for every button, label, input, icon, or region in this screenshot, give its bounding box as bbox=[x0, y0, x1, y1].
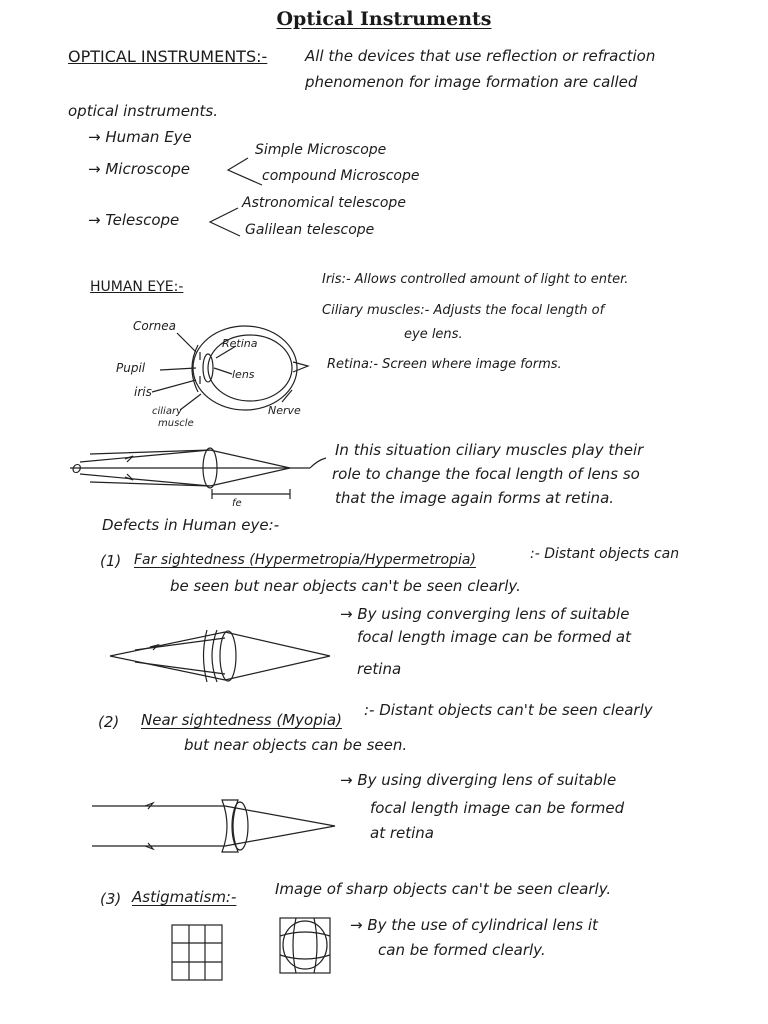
astigmatism-grid bbox=[172, 925, 222, 980]
accommodation-line-1: In this situation ciliary muscles play their bbox=[335, 441, 644, 459]
near-desc-2: but near objects can be seen. bbox=[184, 736, 408, 754]
astig-desc: Image of sharp objects can't be seen clearly. bbox=[275, 880, 612, 898]
label-fe: fe bbox=[232, 498, 242, 509]
near-sight-diagram bbox=[92, 800, 335, 852]
far-fix-1: → By using converging lens of suitable bbox=[340, 605, 630, 623]
human-eye-heading: HUMAN EYE:- bbox=[90, 279, 184, 295]
label-pupil: Pupil bbox=[116, 361, 146, 375]
astig-number: (3) bbox=[100, 890, 122, 908]
label-lens: lens bbox=[232, 368, 255, 381]
list-astronomical-telescope: Astronomical telescope bbox=[242, 195, 406, 211]
accommodation-line-2: role to change the focal length of lens so bbox=[332, 465, 640, 483]
label-nerve: Nerve bbox=[268, 404, 301, 417]
near-desc-1: :- Distant objects can't be seen clearly bbox=[364, 701, 653, 719]
astigmatism-distorted-grid bbox=[280, 918, 330, 973]
near-fix-1: → By using diverging lens of suitable bbox=[340, 771, 617, 789]
defects-heading: Defects in Human eye:- bbox=[102, 516, 280, 534]
list-human-eye: → Human Eye bbox=[88, 128, 192, 146]
astig-name: Astigmatism:- bbox=[132, 888, 237, 906]
label-cornea: Cornea bbox=[133, 319, 176, 333]
label-iris: iris bbox=[134, 385, 152, 399]
telescope-brace bbox=[210, 208, 240, 236]
intro-heading: OPTICAL INSTRUMENTS:- bbox=[68, 47, 268, 66]
list-microscope: → Microscope bbox=[88, 160, 191, 178]
near-number: (2) bbox=[98, 713, 120, 731]
intro-line-1: All the devices that use reflection or refraction bbox=[305, 47, 656, 65]
label-retina: Retina bbox=[222, 337, 258, 350]
far-fix-3: retina bbox=[357, 660, 402, 678]
eye-diagram bbox=[116, 319, 308, 429]
list-simple-microscope: Simple Microscope bbox=[255, 142, 387, 158]
accommodation-diagram bbox=[70, 448, 326, 509]
accommodation-line-3: that the image again forms at retina. bbox=[335, 489, 615, 507]
far-desc-2: be seen but near objects can't be seen clearly. bbox=[170, 577, 521, 595]
astig-fix-1: → By the use of cylindrical lens it bbox=[350, 916, 598, 934]
list-galilean-telescope: Galilean telescope bbox=[245, 222, 375, 238]
far-fix-2: focal length image can be formed at bbox=[357, 628, 631, 646]
far-number: (1) bbox=[100, 552, 122, 570]
microscope-brace bbox=[228, 158, 262, 185]
ciliary-definition-2: eye lens. bbox=[404, 327, 463, 342]
near-name: Near sightedness (Myopia) bbox=[141, 711, 342, 729]
page-title: Optical Instruments bbox=[276, 8, 492, 30]
iris-definition: Iris:- Allows controlled amount of light to enter. bbox=[322, 272, 629, 287]
list-telescope: → Telescope bbox=[88, 211, 180, 229]
far-name: Far sightedness (Hypermetropia/Hypermetropia) bbox=[134, 552, 476, 568]
label-object-o: O bbox=[72, 462, 82, 476]
far-sight-diagram bbox=[110, 630, 330, 682]
intro-line-2: phenomenon for image formation are called bbox=[305, 73, 638, 91]
astig-fix-2: can be formed clearly. bbox=[378, 941, 546, 959]
near-fix-2: focal length image can be formed bbox=[370, 799, 625, 817]
far-desc-1: :- Distant objects can bbox=[530, 546, 680, 562]
label-ciliary: ciliary bbox=[152, 406, 182, 417]
near-fix-3: at retina bbox=[370, 824, 434, 842]
list-compound-microscope: compound Microscope bbox=[262, 168, 420, 184]
label-muscle: muscle bbox=[158, 418, 194, 429]
intro-line-3: optical instruments. bbox=[68, 102, 218, 120]
retina-definition: Retina:- Screen where image forms. bbox=[327, 357, 562, 372]
ciliary-definition-1: Ciliary muscles:- Adjusts the focal length of bbox=[322, 303, 605, 318]
